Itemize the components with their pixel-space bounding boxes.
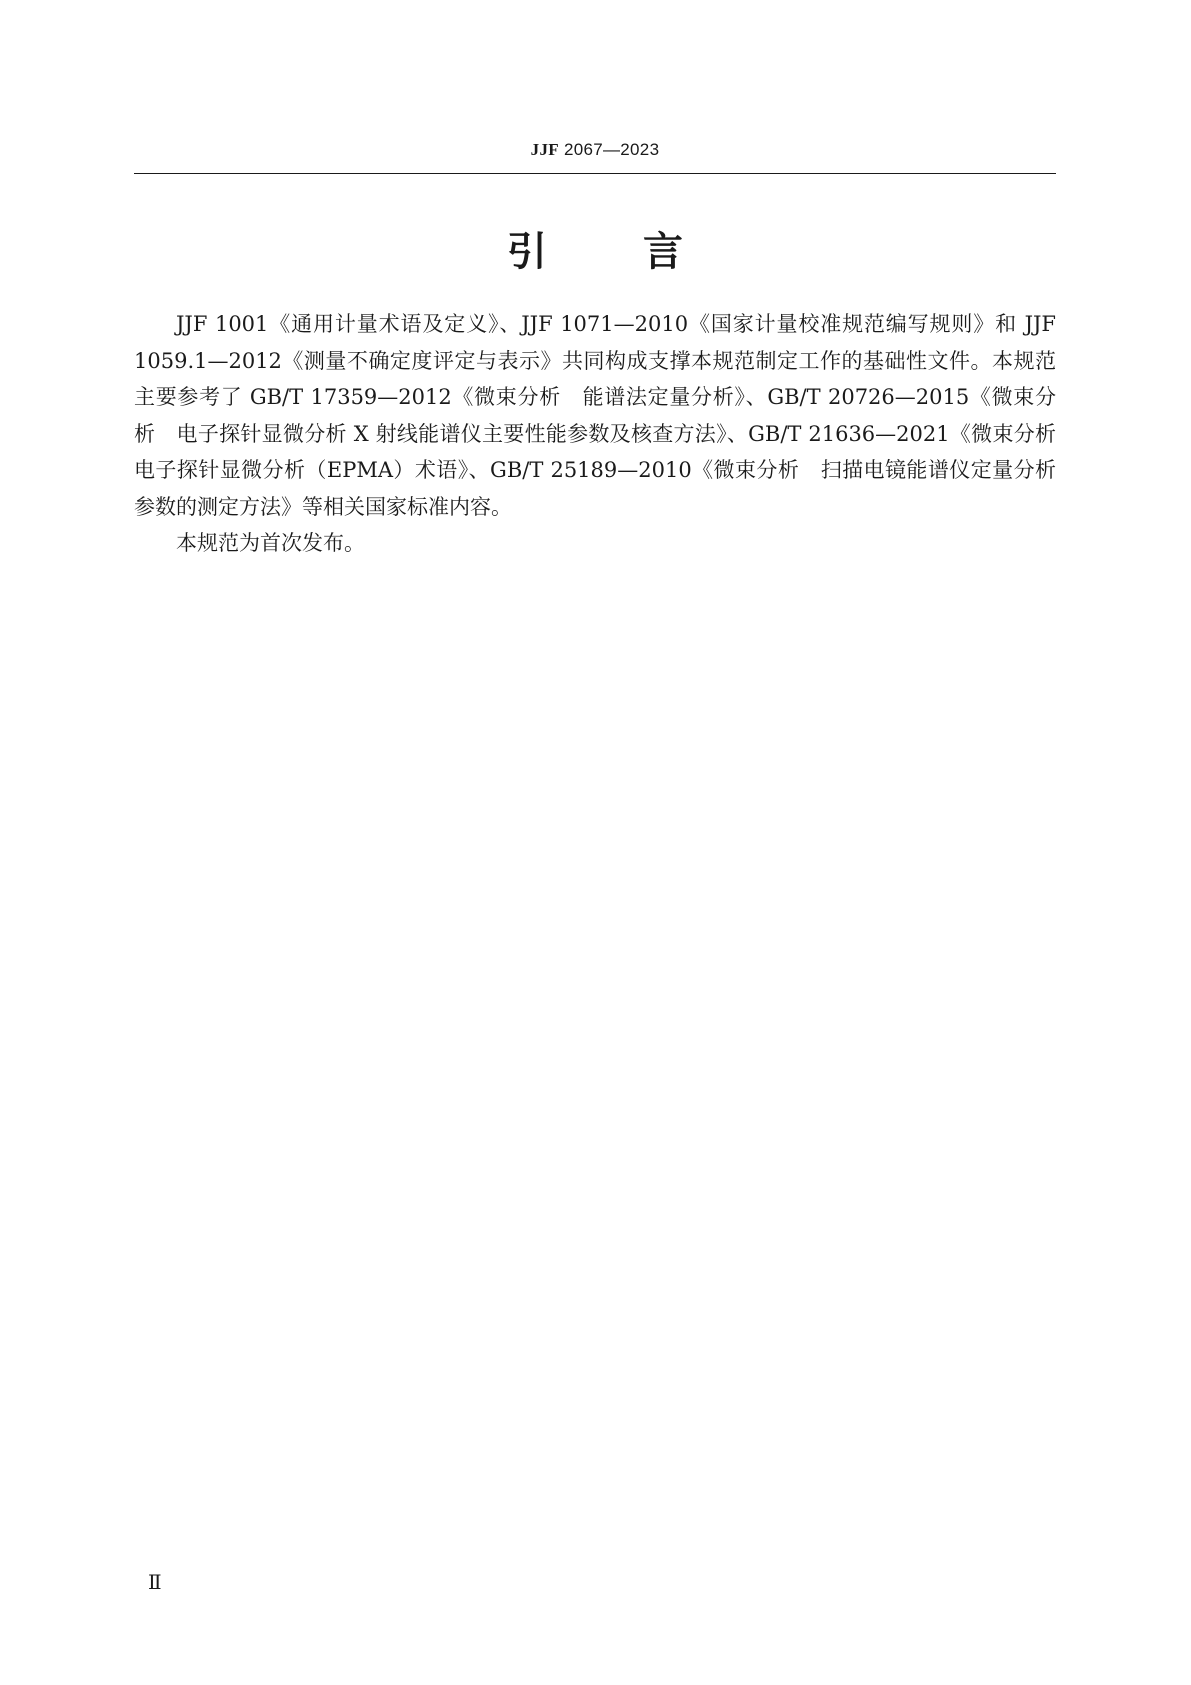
section-title-char-1: 引 (507, 229, 547, 275)
standard-prefix: JJF (530, 140, 559, 159)
paragraph-references: JJF 1001《通用计量术语及定义》、JJF 1071—2010《国家计量校准规范编写规则》和 JJF 1059.1—2012《测量不确定度评定与表示》共同构成支撑本规范制定工作的基础性文件。本规范主要参考了 GB/T 17359—2012《微束分析 能谱法定量分析》、GB/T 20726—2015《微束分析 电子探针显微分析 X 射线能谱仪主要性能参数及核查方法》、GB/T 21636—2021《微束分析 电子探针显微分析（EPMA）术语》、GB/T 25189—2010《微束分析 扫描电镜能谱仪定量分析参数的测定方法》等相关国家标准内容。 (134, 312, 1077, 519)
section-title-char-2: 言 (643, 229, 683, 275)
header-divider (134, 173, 1056, 174)
body-text (134, 306, 1077, 562)
standard-number: 2067—2023 (563, 140, 660, 159)
running-header (134, 140, 1056, 160)
paragraph-first-release: 本规范为首次发布。 (176, 531, 365, 555)
page-number: Ⅱ (148, 1572, 162, 1594)
section-title (134, 220, 1056, 277)
